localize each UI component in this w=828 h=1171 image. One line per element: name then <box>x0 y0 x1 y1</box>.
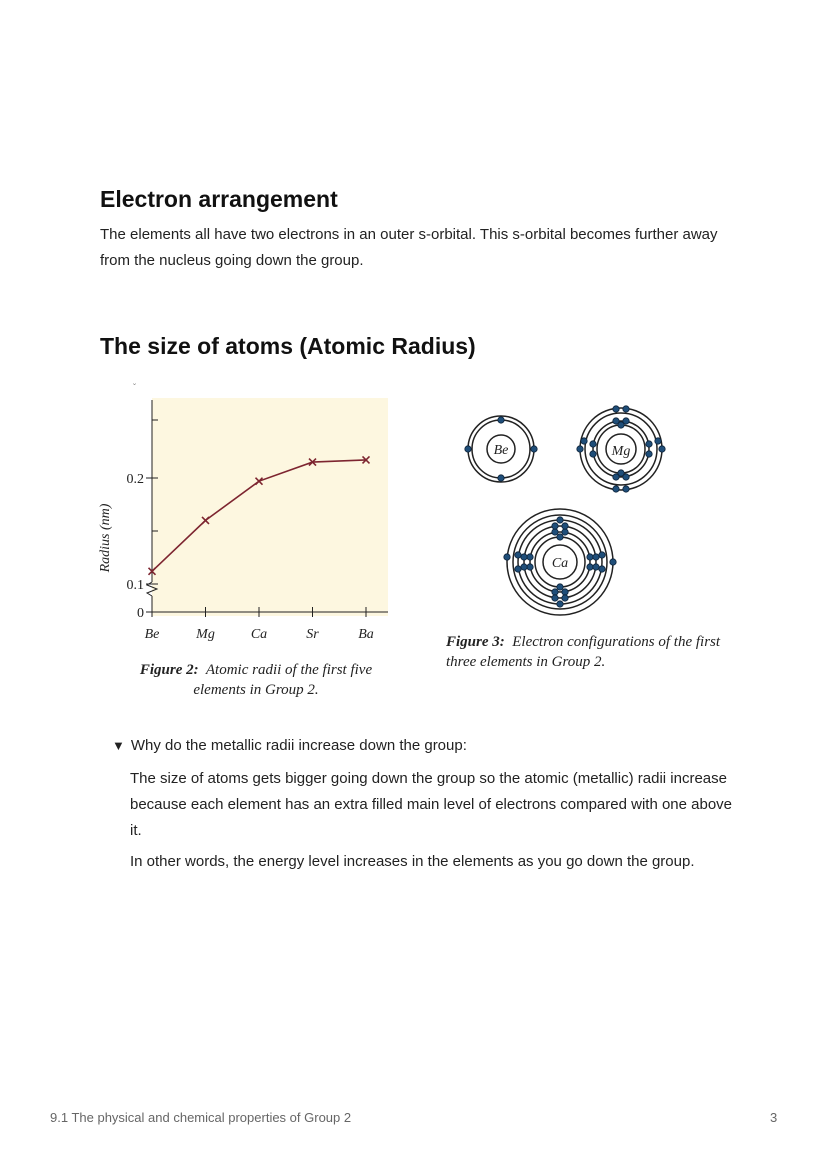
x-tick-label: Ca <box>250 627 268 642</box>
page-number: 3 <box>770 1110 778 1125</box>
electron-arrangement-paragraph: The elements all have two electrons in an outer s-orbital. This s-orbital becomes further away from the nucleus going down the group. <box>100 226 718 269</box>
electron <box>527 564 533 570</box>
electron <box>515 552 521 558</box>
electron <box>504 554 510 560</box>
be-symbol: Be <box>493 443 509 458</box>
electron <box>557 534 563 540</box>
figure-3-label: Figure 3: <box>446 634 505 650</box>
electron <box>498 417 504 423</box>
electron <box>521 554 527 560</box>
electron <box>552 589 558 595</box>
electron <box>577 446 583 452</box>
x-tick-label: Mg <box>196 627 215 642</box>
toggle-why-radii-increase[interactable] <box>112 737 467 754</box>
electron <box>557 601 563 607</box>
x-tick-label: Ba <box>358 627 374 642</box>
electron <box>646 441 652 447</box>
figure-2-caption <box>116 660 396 700</box>
electron <box>590 441 596 447</box>
toggle-summary: Why do the metallic radii increase down the group: <box>130 737 467 754</box>
electron <box>581 438 587 444</box>
electron <box>527 554 533 560</box>
electron <box>552 529 558 535</box>
electron <box>587 564 593 570</box>
electron <box>562 529 568 535</box>
triangle-down-icon[interactable]: ▼ <box>112 738 125 753</box>
electron <box>521 564 527 570</box>
electron <box>623 406 629 412</box>
section-heading-electron-arrangement: Electron arrangement <box>100 186 338 212</box>
electron <box>613 418 619 424</box>
figure-3-caption <box>446 632 726 672</box>
electron <box>659 446 665 452</box>
electron <box>613 406 619 412</box>
electron-configuration-diagram <box>440 395 720 625</box>
mg-symbol: Mg <box>611 444 631 459</box>
electron <box>562 523 568 529</box>
electron <box>613 486 619 492</box>
atomic-radius-chart <box>95 378 415 658</box>
electron <box>655 438 661 444</box>
electron <box>465 446 471 452</box>
electron <box>646 451 652 457</box>
electron <box>590 451 596 457</box>
electron <box>623 486 629 492</box>
electron <box>562 589 568 595</box>
y-tick-label: 0.1 <box>126 578 144 593</box>
electron <box>498 475 504 481</box>
electron <box>557 584 563 590</box>
electron <box>623 418 629 424</box>
electron <box>599 552 605 558</box>
electron <box>593 564 599 570</box>
electron <box>552 523 558 529</box>
electron <box>562 595 568 601</box>
plot-background <box>152 398 388 616</box>
figure-2-text: Atomic radii of the first five elements in Group 2. <box>193 662 373 698</box>
x-tick-label: Sr <box>306 627 319 642</box>
y-tick-label: 0 <box>137 606 144 621</box>
figure-2-label: Figure 2: <box>139 662 199 678</box>
electron <box>610 559 616 565</box>
x-tick-label: Be <box>144 627 160 642</box>
electron <box>557 517 563 523</box>
toggle-paragraph-2: In other words, the energy level increases in the elements as you go down the group. <box>130 853 695 870</box>
footer-title: 9.1 The physical and chemical properties of Group 2 <box>50 1110 352 1125</box>
electron <box>587 554 593 560</box>
electron <box>515 566 521 572</box>
electron <box>531 446 537 452</box>
figure-3-text: Electron configurations of the first three elements in Group 2. <box>446 634 721 670</box>
electron <box>599 566 605 572</box>
electron <box>623 474 629 480</box>
toggle-paragraph-1: The size of atoms gets bigger going down the group so the atomic (metallic) radii increase because each element has an extra filled main level of electrons compared with one above it. <box>130 770 733 839</box>
y-axis-label: Radius (nm) <box>98 503 113 573</box>
electron <box>552 595 558 601</box>
electron <box>593 554 599 560</box>
electron <box>613 474 619 480</box>
ca-symbol: Ca <box>551 556 569 571</box>
chart-stray-mark: ˘ <box>133 382 136 392</box>
section-heading-atomic-radius: The size of atoms (Atomic Radius) <box>100 333 476 359</box>
y-tick-label: 0.2 <box>126 472 144 487</box>
